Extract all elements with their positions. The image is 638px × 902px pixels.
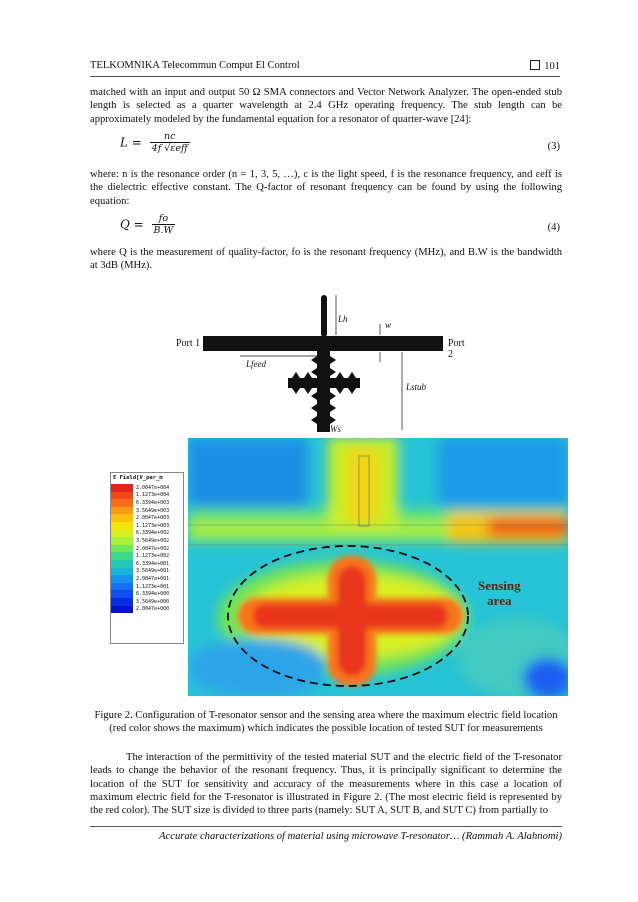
page-footer	[90, 826, 562, 842]
legend-row	[111, 598, 183, 606]
paragraph-1: matched with an input and output 50 Ω SMA connectors and Vector Network Analyzer. The open-ended stub length is selected as a quarter wavelength at 2.4 GHz operating frequency. The stub length can be approximately modeled by the fundamental equation for a resonator of quarter-wave [24]:	[90, 87, 562, 125]
legend-swatch	[111, 499, 133, 507]
page-number-wrap	[530, 60, 560, 72]
eq4-numerator: fo	[152, 213, 176, 225]
port-2-label: Port 2	[448, 338, 465, 360]
legend-value: 3.5649e+002	[136, 537, 170, 544]
legend-swatch	[111, 507, 133, 515]
eq4-denominator: B.W	[153, 225, 174, 236]
legend-swatch	[111, 514, 133, 522]
paragraph-4: The interaction of the permittivity of the tested material SUT and the electric field of the T-resonator leads to change the behavior of the resonant frequency. Thus, it is principally significant to determine the location of the SUT for sensitivity and accuracy of the measurements where in this case a location of maximum electric field for the T-resonator is illustrated in Figure 2. (The most electric field is represented by the red color). The SUT size is divided to three parts (namely: SUT A, SUT B, and SUT C) from partially to	[90, 752, 562, 817]
sensing-area-label	[478, 578, 521, 608]
legend-swatch	[111, 606, 133, 614]
legend-swatch	[111, 560, 133, 568]
field-distribution-image	[188, 438, 568, 696]
legend-row	[111, 499, 183, 507]
legend-swatch	[111, 537, 133, 545]
sensing-label-line2: area	[487, 593, 512, 608]
legend-row	[111, 522, 183, 530]
legend-row	[111, 514, 183, 522]
legend-swatch	[111, 583, 133, 591]
legend-swatch	[111, 522, 133, 530]
eq4-lhs: Q =	[120, 217, 144, 232]
eq3-denominator: 4f √εeff	[151, 143, 188, 154]
lfeed-label: Lfeed	[246, 359, 266, 369]
paragraph-3: where Q is the measurement of quality-factor, fo is the resonant frequency (MHz), and B.W is the bandwidth at 3dB (MHz).	[90, 247, 562, 272]
equation-3-number: (3)	[547, 141, 560, 152]
eq3-numerator: nc	[150, 131, 190, 143]
w-label: w	[385, 320, 392, 330]
legend-swatch	[111, 530, 133, 538]
legend-row	[111, 492, 183, 500]
top-stub	[321, 295, 327, 337]
lstub-label: Lstub	[406, 382, 427, 392]
legend-value: 6.3394e+000	[136, 591, 170, 598]
legend-swatch	[111, 598, 133, 606]
legend-row	[111, 552, 183, 560]
legend-value: 2.0047e+003	[136, 515, 170, 522]
electric-field-map	[188, 438, 568, 696]
figure-caption: Figure 2. Configuration of T-resonator sensor and the sensing area where the maximum electric field location (red color shows the maximum) which indicates the possible location of tested SUT for measurements	[94, 710, 558, 735]
legend-row	[111, 484, 183, 492]
legend-value: 6.3394e+001	[136, 560, 170, 567]
legend-swatch	[111, 568, 133, 576]
field-legend	[110, 472, 184, 644]
legend-row	[111, 568, 183, 576]
paragraph-2: where: n is the resonance order (n = 1, 3, 5, …), c is the light speed, f is the resonance frequency, and εeff is the dielectric effective constant. The Q-factor of resonant frequency can be found by using the following equation:	[90, 169, 562, 207]
legend-swatch	[111, 575, 133, 583]
sensing-label-line1: Sensing	[478, 578, 521, 593]
legend-value: 6.3394e+003	[136, 499, 170, 506]
legend-title: E Field[V_per_m	[113, 475, 163, 481]
legend-value: 3.5649e+003	[136, 507, 170, 514]
legend-swatch	[111, 590, 133, 598]
legend-value: 2.0047e+002	[136, 545, 170, 552]
t-resonator-diagram	[170, 290, 470, 445]
equation-3	[120, 131, 190, 155]
legend-row	[111, 583, 183, 591]
port-1-label: Port 1	[176, 338, 201, 349]
equation-4	[120, 213, 175, 237]
lh-label: Lh	[338, 314, 348, 324]
eq3-fraction	[150, 131, 190, 155]
legend-value: 1.1273e+003	[136, 522, 170, 529]
legend-value: 6.3394e+002	[136, 530, 170, 537]
legend-rows	[111, 484, 183, 613]
legend-value: 1.1273e+001	[136, 583, 170, 590]
legend-row	[111, 606, 183, 614]
legend-swatch	[111, 492, 133, 500]
main-transmission-line	[203, 336, 443, 351]
eq4-fraction	[152, 213, 176, 237]
legend-swatch	[111, 545, 133, 553]
legend-value: 2.0047e+000	[136, 606, 170, 613]
t-resonator-drawing	[170, 290, 470, 440]
zigzag-stub	[311, 350, 336, 432]
legend-row	[111, 560, 183, 568]
eq3-lhs: L =	[120, 135, 142, 150]
legend-row	[111, 545, 183, 553]
legend-row	[111, 530, 183, 538]
page-header	[90, 60, 560, 77]
equation-4-number: (4)	[547, 222, 560, 233]
legend-value: 2.0047e+001	[136, 575, 170, 582]
legend-swatch	[111, 484, 133, 492]
legend-value: 3.5649e+000	[136, 598, 170, 605]
legend-value: 3.5649e+001	[136, 568, 170, 575]
legend-value: 1.1273e+004	[136, 492, 170, 499]
legend-row	[111, 590, 183, 598]
legend-row	[111, 575, 183, 583]
legend-swatch	[111, 552, 133, 560]
legend-value: 2.0047e+004	[136, 484, 170, 491]
ws-label: Ws	[330, 424, 341, 434]
journal-title: TELKOMNIKA Telecommun Comput El Control	[90, 60, 300, 71]
page-number: 101	[544, 61, 560, 72]
legend-row	[111, 507, 183, 515]
footer-text: Accurate characterizations of material using microwave T-resonator… (Rammah A. Alahnomi)	[159, 831, 562, 842]
legend-row	[111, 537, 183, 545]
square-icon	[530, 60, 540, 70]
legend-value: 1.1273e+002	[136, 553, 170, 560]
